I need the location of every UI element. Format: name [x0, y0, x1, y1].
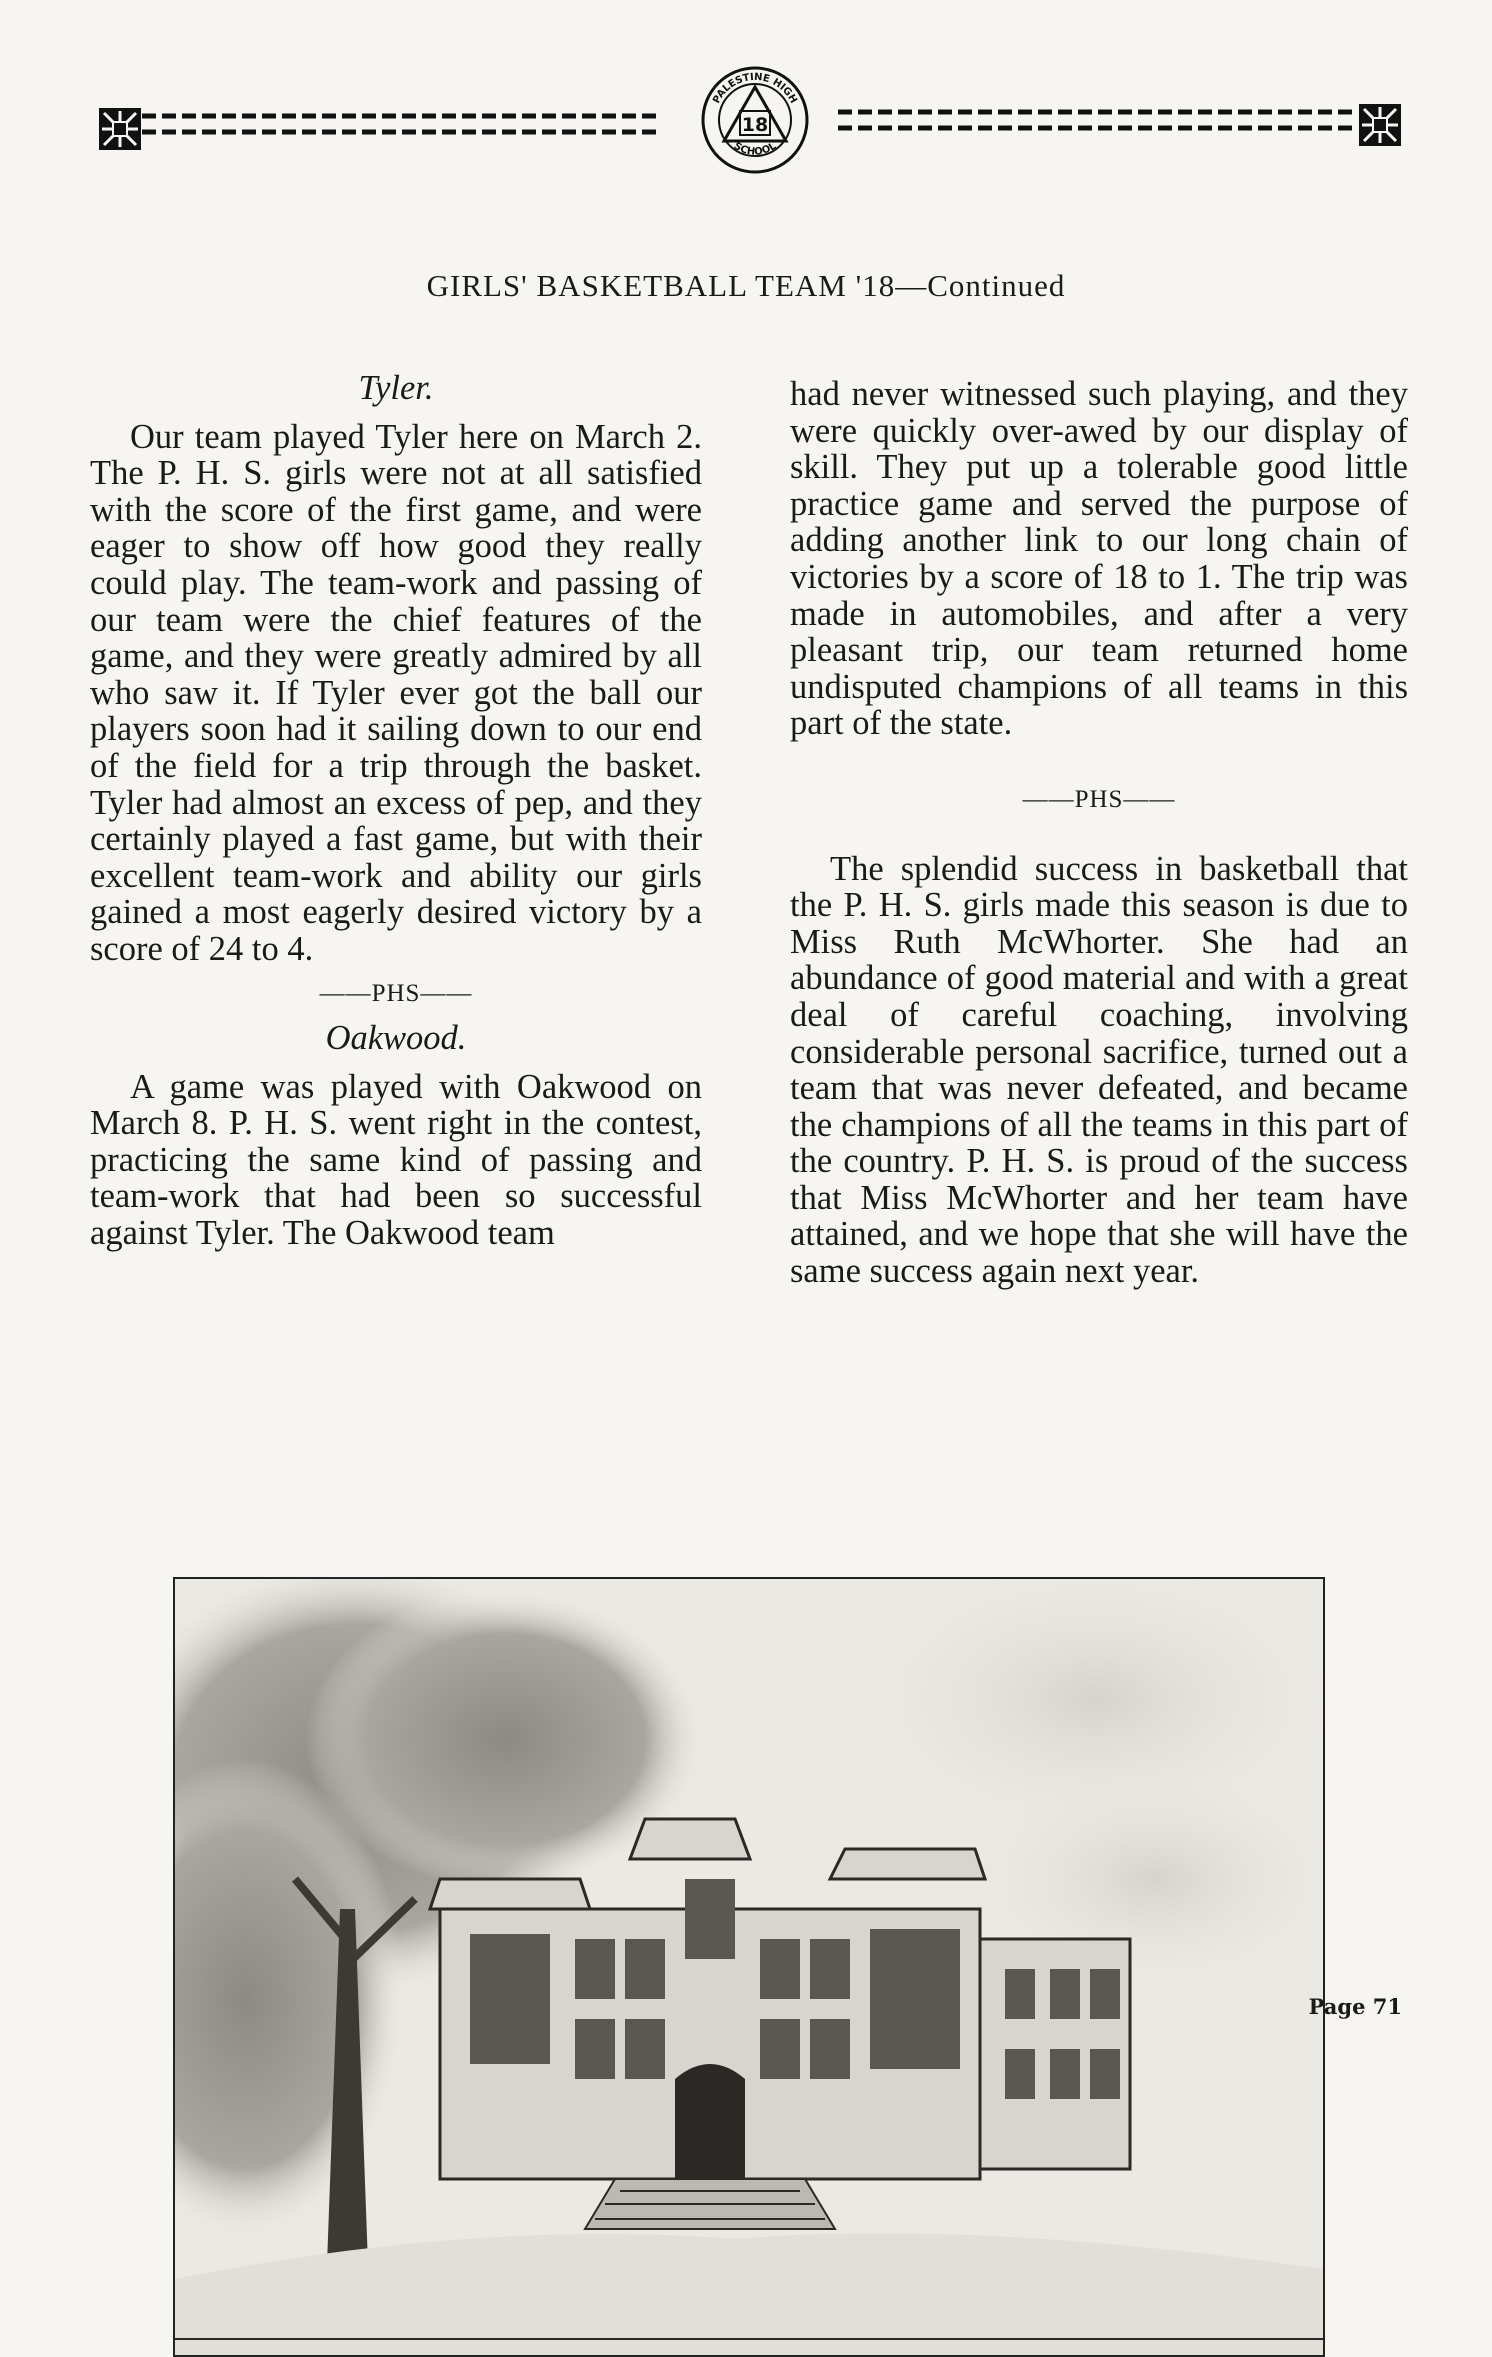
celtic-knot-icon [98, 107, 142, 151]
paragraph-tyler: Our team played Tyler here on March 2. The P. H. S. girls were not at all satisfied with the score of the first game, and were eager to show off how good they really could play. The team-work and passing of our team were the chief features of the game, and they were greatly admired by all who saw it. If Tyler ever got the ball our players soon had it sailing down to our end of the field for a trip through the basket. Tyler had almost an excess of pep, and they certainly played a fast game, but with their excellent team-work and ability our girls gained a most eagerly desired victory by a score of 24 to 4. [90, 417, 702, 968]
celtic-knot-icon [1358, 103, 1402, 147]
dashed-rule-right [838, 106, 1358, 134]
school-seal-icon [700, 65, 810, 175]
left-column [90, 370, 702, 1252]
right-column [790, 376, 1408, 1290]
phs-separator: ——PHS—— [319, 979, 473, 1007]
svg-text:SCHOOL: SCHOOL [731, 140, 779, 158]
seal-number: 18 [741, 114, 769, 136]
section-heading-tyler: Tyler. [358, 369, 434, 407]
paragraph-oakwood: A game was played with Oakwood on March 8. P. H. S. went right in the contest, practicing the same kind of passing and team-work that had been so successful against Tyler. The Oakwood team [90, 1067, 702, 1253]
paragraph-oakwood-continued: had never witnessed such playing, and they were quickly over-awed by our display of skill. They put up a tolerable good little practice game and served the purpose of adding another link to our long chain of victories by a score of 18 to 1. The trip was made in automobiles, and after a very pleasant trip, our team returned home undisputed champions of all teams in this part of the state. [790, 375, 1408, 743]
phs-separator: ——PHS—— [1022, 785, 1176, 813]
school-building-illustration [173, 1577, 1325, 2357]
school-building-sketch [175, 1579, 1323, 2355]
section-heading-oakwood: Oakwood. [325, 1019, 467, 1058]
header-ornament [0, 0, 1492, 220]
svg-text:PALESTINE HIGH: PALESTINE HIGH [711, 71, 799, 106]
page-number: Page 71 [1308, 1994, 1402, 2019]
page-title: GIRLS' BASKETBALL TEAM '18—Continued [426, 268, 1066, 303]
dashed-rule-left [142, 110, 662, 138]
paragraph-coach-tribute: The splendid success in basketball that the P. H. S. girls made this season is due to Miss Ruth McWhorter. She had an abundance of good material and with a great deal of careful coaching, involving considerable personal sacrifice, turned out a team that was never defeated, and became the champions of all the teams in this part of the country. P. H. S. is proud of the success that Miss McWhorter and her team have attained, and we hope that she will have the same success again next year. [790, 849, 1408, 1291]
